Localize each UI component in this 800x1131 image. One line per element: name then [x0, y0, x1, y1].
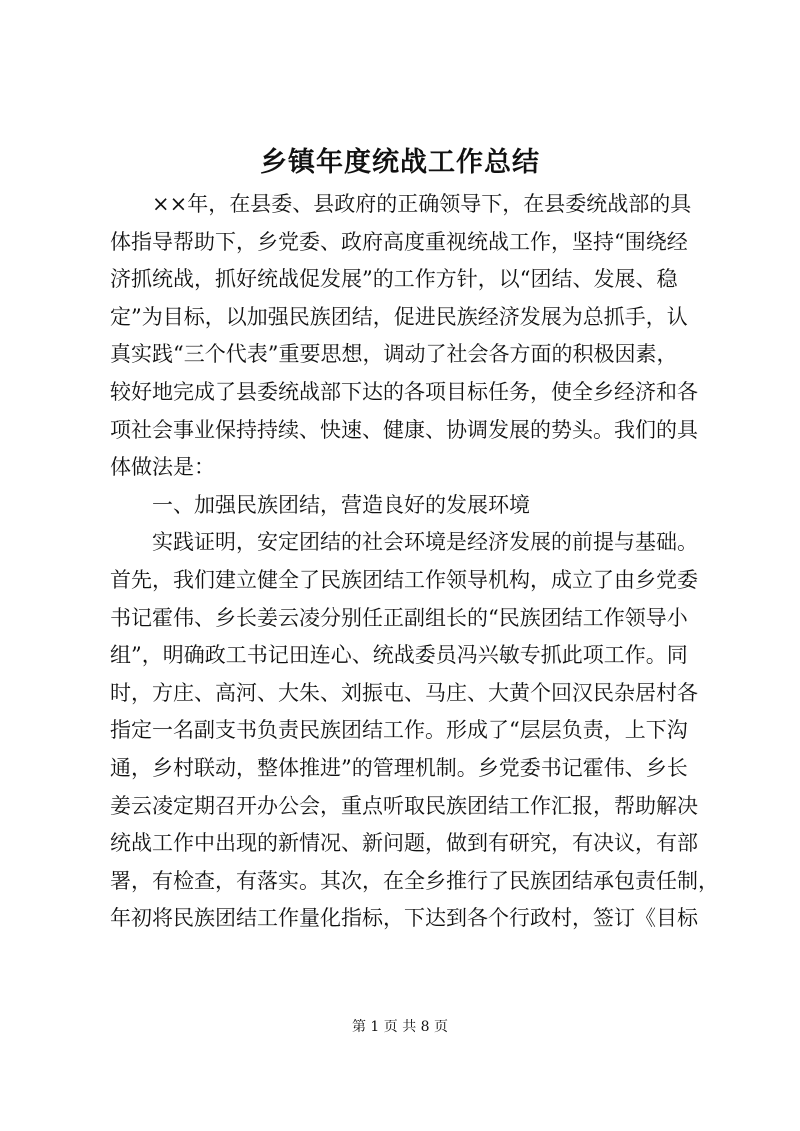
section-heading: 一、加强民族团结，营造良好的发展环境 — [152, 492, 530, 517]
body-line: 指定一名副支书负责民族团结工作。形成了“层层负责，上下沟 — [110, 718, 688, 743]
body-line: 统战工作中出现的新情况、新问题，做到有研究，有决议，有部 — [110, 831, 698, 856]
body-line: 年初将民族团结工作量化指标，下达到各个行政村，签订《目标 — [110, 906, 698, 931]
body-line: 济抓统战，抓好统战促发展”的工作方针，以“团结、发展、稳 — [110, 267, 678, 292]
document-title: 乡镇年度统战工作总结 — [260, 147, 540, 178]
body-line: 姜云凌定期召开办公会，重点听取民族团结工作汇报，帮助解决 — [110, 793, 698, 818]
body-line: 较好地完成了县委统战部下达的各项目标任务，使全乡经济和各 — [110, 379, 698, 404]
body-line: 定”为目标，以加强民族团结，促进民族经济发展为总抓手，认 — [110, 304, 688, 329]
body-line: 体指导帮助下，乡党委、政府高度重视统战工作，坚持“围绕经 — [110, 229, 688, 254]
body-line: 书记霍伟、乡长姜云凌分别任正副组长的“民族团结工作领导小 — [110, 605, 688, 630]
body-line: 项社会事业保持持续、快速、健康、协调发展的势头。我们的具 — [110, 417, 698, 442]
page-footer: 第 1 页 共 8 页 — [351, 1019, 449, 1035]
body-line: ××年，在县委、县政府的正确领导下，在县委统战部的具 — [152, 192, 692, 216]
body-line: 通，乡村联动，整体推进”的管理机制。乡党委书记霍伟、乡长 — [110, 755, 688, 780]
body-line: 署，有检查，有落实。其次，在全乡推行了民族团结承包责任制， — [110, 868, 719, 893]
body-line: 真实践“三个代表”重要思想，调动了社会各方面的积极因素， — [110, 342, 678, 367]
body-line: 组”，明确政工书记田连心、统战委员冯兴敏专抓此项工作。同 — [110, 643, 688, 668]
document-body — [110, 186, 719, 938]
body-line: 实践证明，安定团结的社会环境是经济发展的前提与基础。 — [152, 530, 698, 555]
body-line: 体做法是： — [110, 455, 215, 480]
body-line: 首先，我们建立健全了民族团结工作领导机构，成立了由乡党委 — [110, 567, 698, 592]
body-line: 时，方庄、高河、大朱、刘振屯、马庄、大黄个回汉民杂居村各 — [110, 680, 698, 705]
